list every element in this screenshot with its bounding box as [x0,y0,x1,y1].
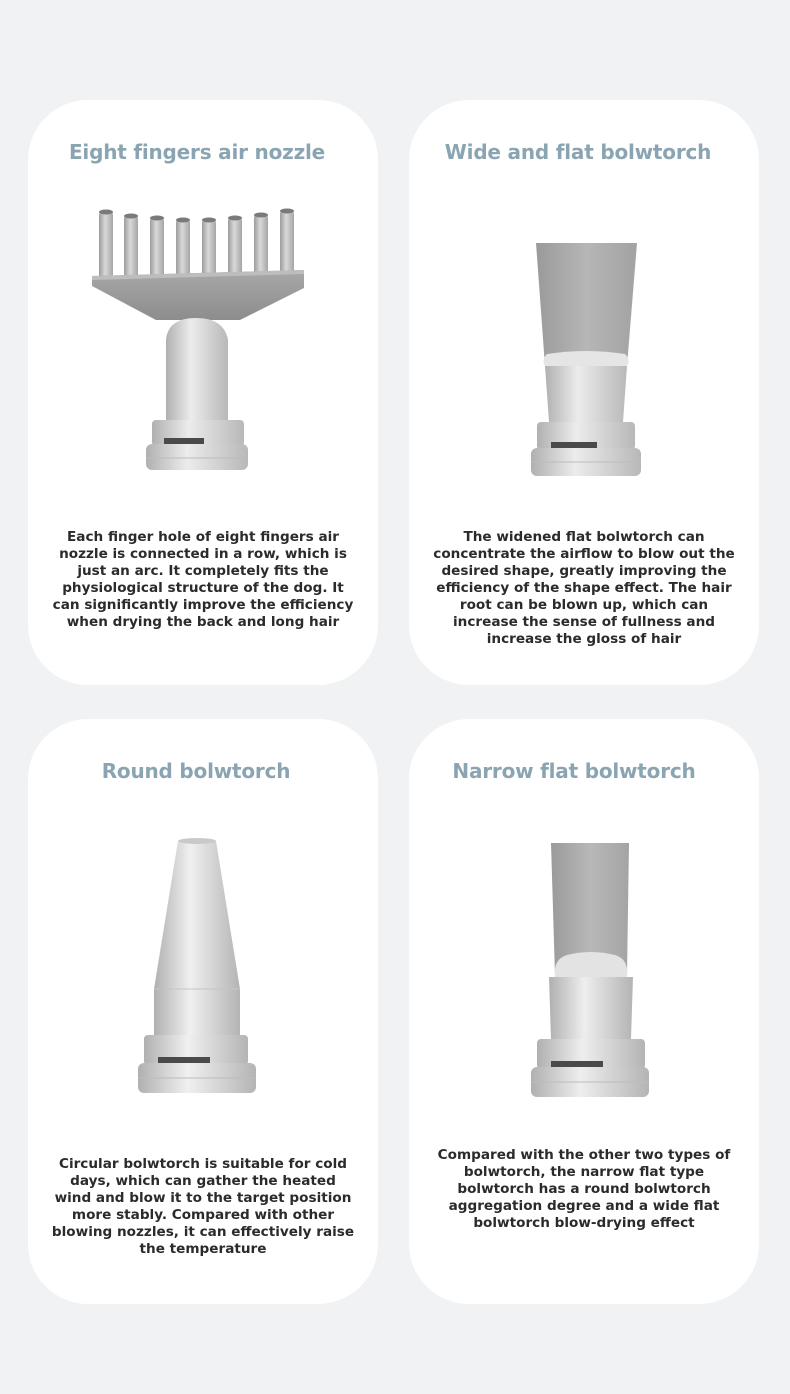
nozzle-card-eight-fingers [28,100,378,685]
wide-flat-nozzle-icon [409,180,759,500]
eight-finger-nozzle-icon [28,180,378,500]
round-nozzle-icon [28,799,378,1119]
card-title: Narrow flat bolwtorch [452,759,696,783]
card-description: Each finger hole of eight fingers air nozzle is connected in a row, which is just an arc. It completely fits the physiological structure of the dog. It can significantly improve the efficiency when drying the back and long hair [52,529,354,630]
card-description: Compared with the other two types of bolwtorch, the narrow flat type bolwtorch has a round bolwtorch aggregation degree and a wide flat bolwtorch blow-drying effect [437,1147,731,1231]
card-title: Wide and flat bolwtorch [444,140,712,164]
card-description: Circular bolwtorch is suitable for cold days, which can gather the heated wind and blow it to the target position more stably. Compared with other blowing nozzles, it can effectively raise the temperature [51,1156,355,1257]
card-description: The widened flat bolwtorch can concentrate the airflow to blow out the desired shape, greatly improving the efficiency of the shape effect. The hair root can be blown up, which can increase the sense of fullness and increase the gloss of hair [433,529,735,647]
nozzle-card-round [28,719,378,1304]
nozzle-card-narrow-flat [409,719,759,1304]
narrow-flat-nozzle-icon [409,799,759,1119]
card-title: Round bolwtorch [101,759,291,783]
card-title: Eight fingers air nozzle [68,140,326,164]
nozzle-card-wide-flat [409,100,759,685]
